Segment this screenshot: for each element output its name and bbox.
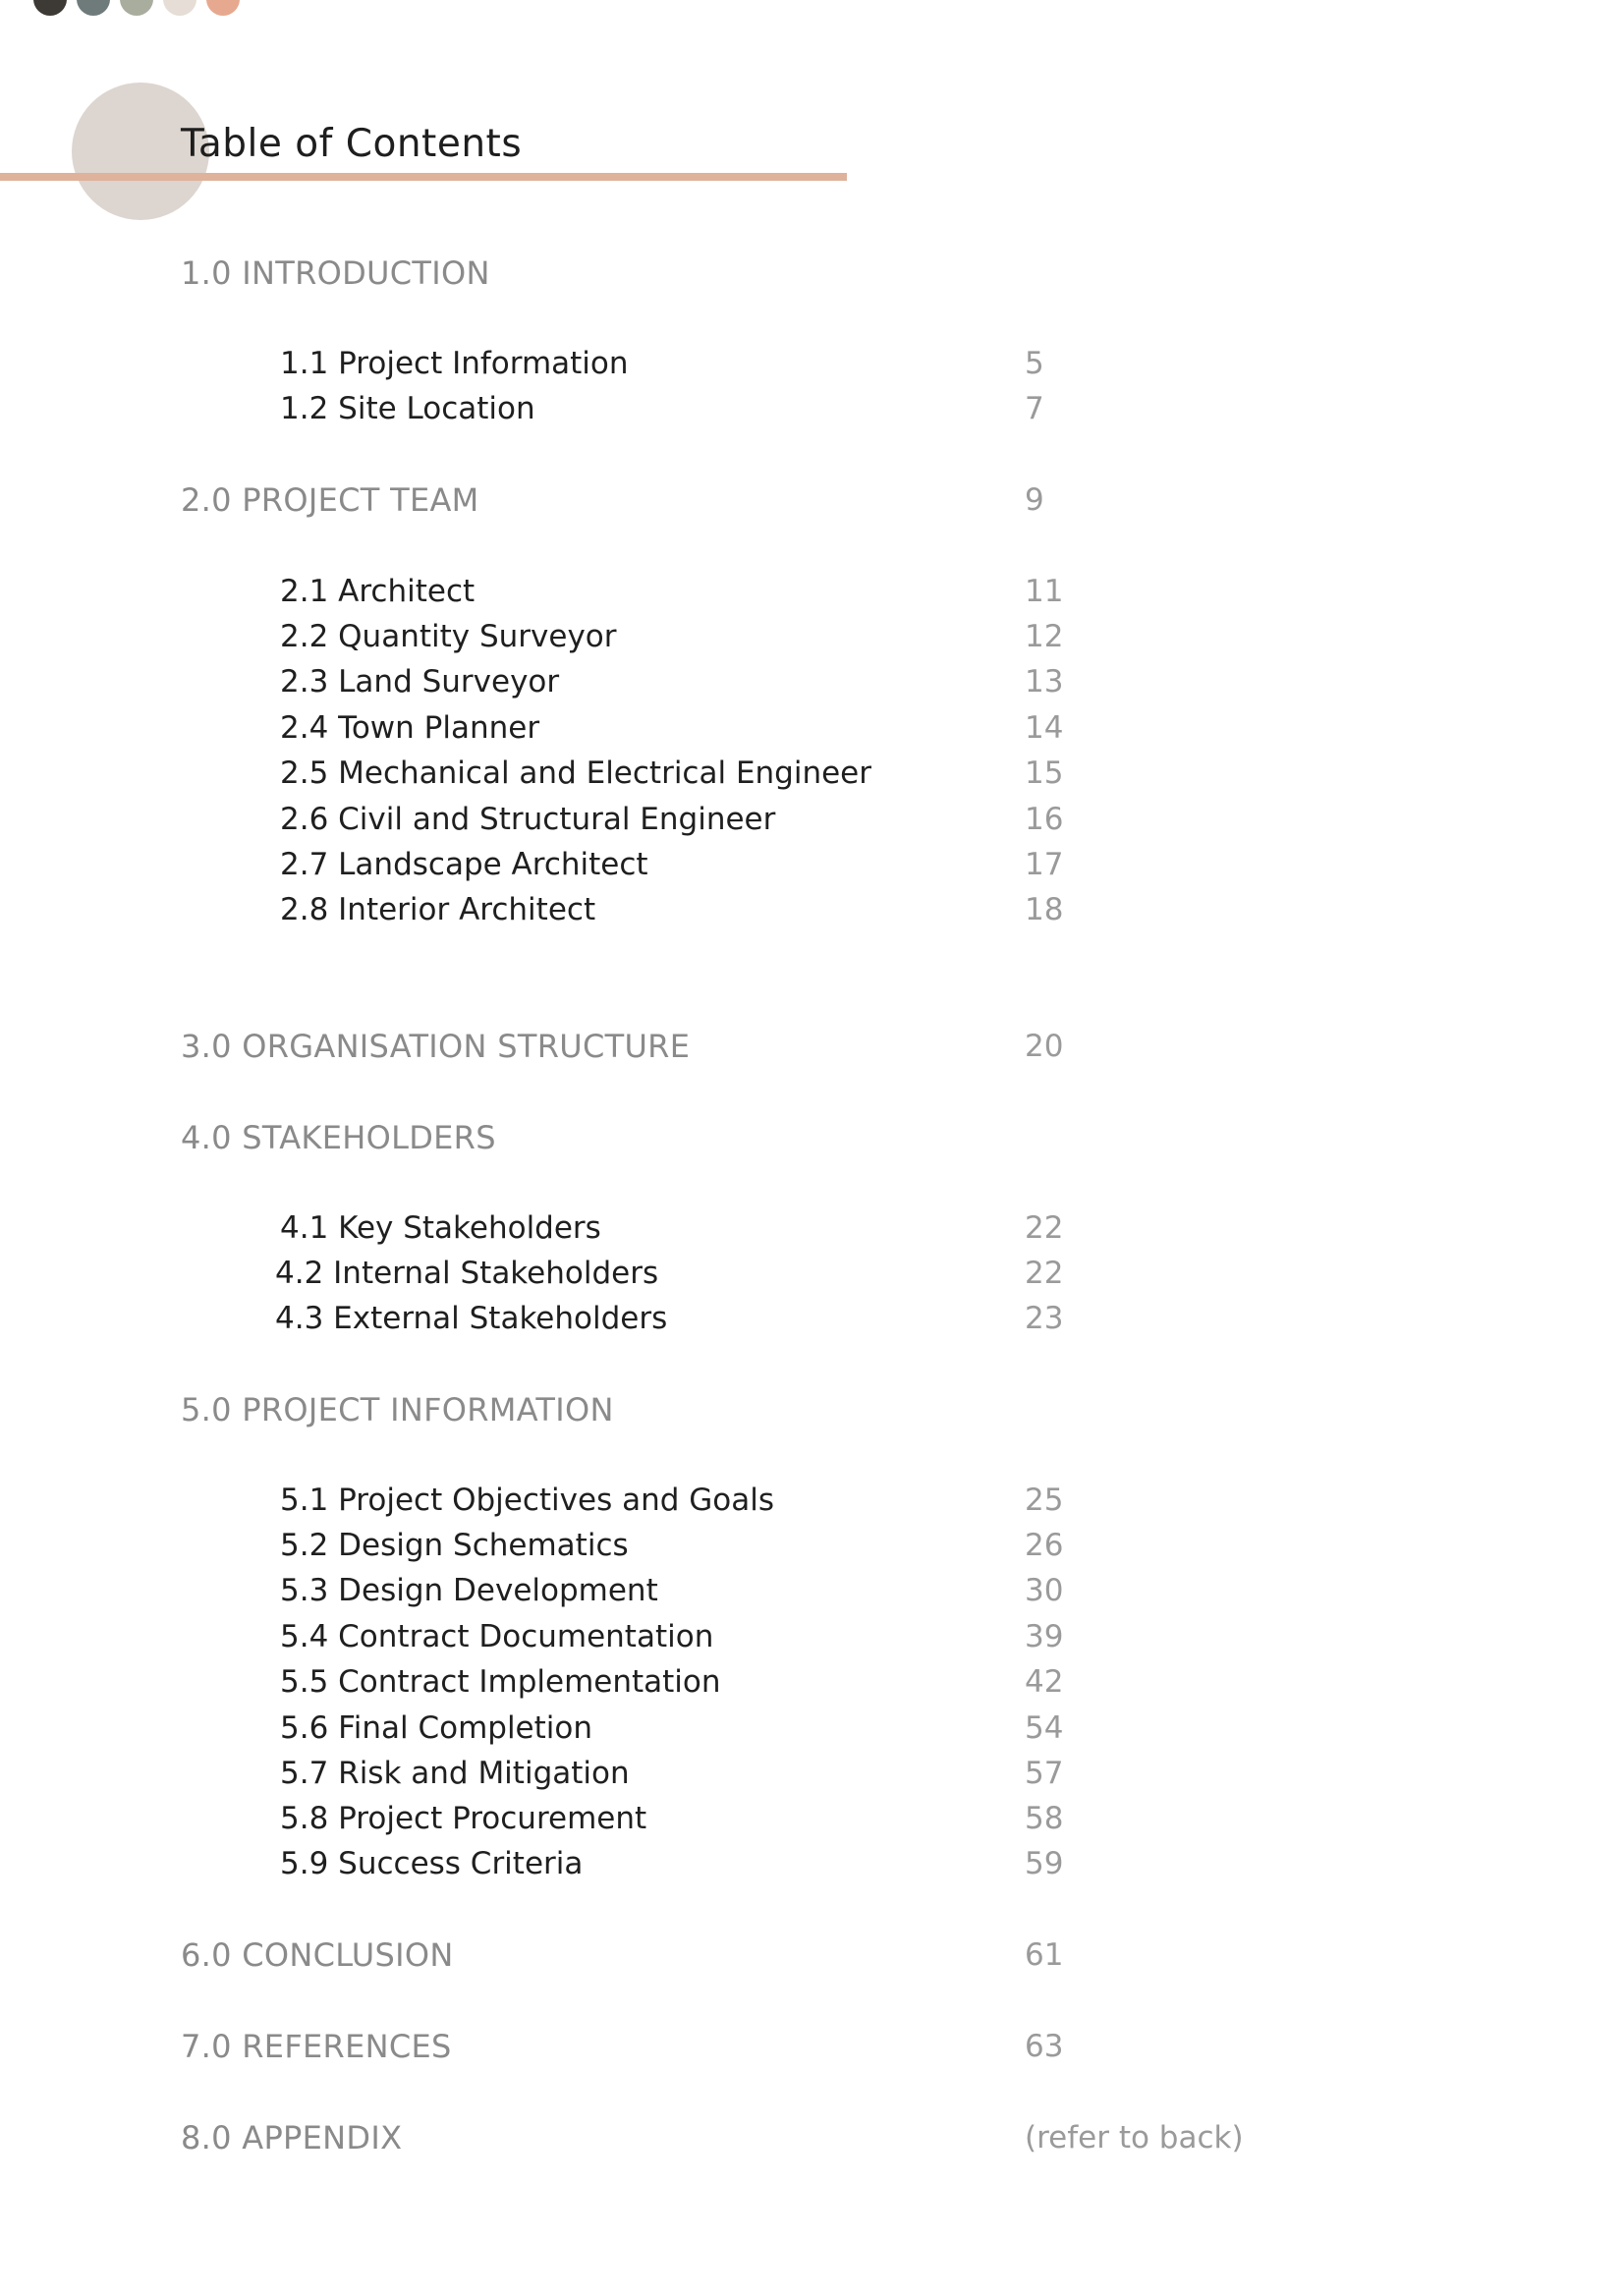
toc-entry-label: 4.3 External Stakeholders: [275, 1301, 668, 1336]
toc-entry-page: 11: [1025, 574, 1064, 609]
toc-entry-landscape-architect[interactable]: [0, 843, 1624, 886]
toc-entry-contract-documentation[interactable]: [0, 1615, 1624, 1658]
toc-entry-label: 2.3 Land Surveyor: [280, 664, 560, 700]
toc-section-stakeholders[interactable]: [0, 1116, 1624, 1159]
toc-entry-architect[interactable]: [0, 570, 1624, 613]
toc-entry-label: 5.8 Project Procurement: [280, 1801, 647, 1836]
toc-entry-site-location[interactable]: [0, 387, 1624, 430]
toc-entry-page: 30: [1025, 1573, 1064, 1608]
toc-entry-final-completion[interactable]: [0, 1707, 1624, 1750]
toc-entry-civil-structural-engineer[interactable]: [0, 798, 1624, 841]
toc-section-project-information[interactable]: [0, 1388, 1624, 1431]
toc-entry-label: 5.7 Risk and Mitigation: [280, 1756, 630, 1791]
toc-entry-label: 5.5 Contract Implementation: [280, 1664, 721, 1700]
toc-entry-land-surveyor[interactable]: [0, 660, 1624, 703]
toc-entry-success-criteria[interactable]: [0, 1842, 1624, 1885]
toc-entry-page: 61: [1025, 1937, 1064, 1973]
toc-entry-objectives-goals[interactable]: [0, 1479, 1624, 1522]
toc-entry-page: 22: [1025, 1210, 1064, 1246]
toc-entry-project-procurement[interactable]: [0, 1797, 1624, 1840]
toc-entry-label: 1.1 Project Information: [280, 346, 629, 381]
toc-entry-label: 2.0 PROJECT TEAM: [181, 481, 479, 519]
toc-entry-page: 58: [1025, 1801, 1064, 1836]
toc-entry-label: 2.7 Landscape Architect: [280, 847, 648, 882]
toc-entry-page: 14: [1025, 710, 1064, 746]
toc-entry-page: 13: [1025, 664, 1064, 700]
toc-entry-page: 9: [1025, 482, 1044, 518]
toc-entry-label: 5.0 PROJECT INFORMATION: [181, 1391, 614, 1428]
toc-entry-page: 25: [1025, 1483, 1064, 1518]
toc-entry-label: 4.0 STAKEHOLDERS: [181, 1119, 496, 1156]
toc-entry-page: 20: [1025, 1029, 1064, 1064]
toc-entry-label: 2.1 Architect: [280, 574, 476, 609]
toc-entry-label: 5.4 Contract Documentation: [280, 1619, 714, 1654]
toc-entry-page: 26: [1025, 1528, 1064, 1563]
toc-entry-page: 57: [1025, 1756, 1064, 1791]
toc-entry-page: (refer to back): [1025, 2120, 1244, 2156]
toc-entry-key-stakeholders[interactable]: [0, 1206, 1624, 1250]
toc-entry-quantity-surveyor[interactable]: [0, 615, 1624, 658]
toc-entry-page: 39: [1025, 1619, 1064, 1654]
toc-entry-page: 17: [1025, 847, 1064, 882]
toc-section-project-team[interactable]: [0, 478, 1624, 522]
toc-entry-design-development[interactable]: [0, 1569, 1624, 1612]
toc-entry-label: 5.1 Project Objectives and Goals: [280, 1483, 774, 1518]
toc-entry-label: 8.0 APPENDIX: [181, 2119, 403, 2156]
toc-entry-label: 2.4 Town Planner: [280, 710, 540, 746]
toc-entry-page: 7: [1025, 391, 1044, 426]
toc-entry-design-schematics[interactable]: [0, 1524, 1624, 1567]
toc-entry-contract-implementation[interactable]: [0, 1660, 1624, 1704]
toc-entry-risk-mitigation[interactable]: [0, 1752, 1624, 1795]
toc-entry-label: 1.2 Site Location: [280, 391, 535, 426]
toc-entry-label: 2.2 Quantity Surveyor: [280, 619, 617, 654]
toc-entry-external-stakeholders[interactable]: [0, 1297, 1624, 1340]
toc-entry-label: 4.2 Internal Stakeholders: [275, 1256, 659, 1291]
toc-entry-page: 15: [1025, 756, 1064, 791]
page-title: Table of Contents: [181, 122, 523, 166]
toc-section-introduction[interactable]: [0, 252, 1624, 295]
toc-entry-label: 5.3 Design Development: [280, 1573, 658, 1608]
toc-entry-label: 5.9 Success Criteria: [280, 1846, 584, 1881]
toc-entry-page: 23: [1025, 1301, 1064, 1336]
toc-entry-mechanical-electrical-engineer[interactable]: [0, 752, 1624, 795]
toc-entry-page: 16: [1025, 802, 1064, 837]
toc-entry-page: 12: [1025, 619, 1064, 654]
toc-entry-page: 59: [1025, 1846, 1064, 1881]
toc-entry-label: 5.6 Final Completion: [280, 1710, 593, 1746]
toc-entry-label: 4.1 Key Stakeholders: [280, 1210, 601, 1246]
toc-entry-label: 1.0 INTRODUCTION: [181, 254, 490, 292]
toc-entry-internal-stakeholders[interactable]: [0, 1252, 1624, 1295]
toc-entry-project-information[interactable]: [0, 342, 1624, 385]
toc-entry-interior-architect[interactable]: [0, 888, 1624, 931]
toc-section-organisation-structure[interactable]: [0, 1025, 1624, 1068]
toc-section-references[interactable]: [0, 2025, 1624, 2068]
toc-entry-label: 2.6 Civil and Structural Engineer: [280, 802, 776, 837]
toc-entry-label: 5.2 Design Schematics: [280, 1528, 629, 1563]
toc-entry-label: 2.5 Mechanical and Electrical Engineer: [280, 756, 872, 791]
toc-entry-page: 18: [1025, 892, 1064, 927]
toc-entry-label: 6.0 CONCLUSION: [181, 1936, 454, 1974]
toc-section-appendix[interactable]: [0, 2116, 1624, 2159]
toc-entry-page: 22: [1025, 1256, 1064, 1291]
toc-entry-page: 5: [1025, 346, 1044, 381]
toc-entry-page: 42: [1025, 1664, 1064, 1700]
toc-entry-label: 7.0 REFERENCES: [181, 2028, 452, 2065]
toc-section-conclusion[interactable]: [0, 1933, 1624, 1977]
toc-entry-page: 54: [1025, 1710, 1064, 1746]
toc-entry-page: 63: [1025, 2029, 1064, 2064]
toc-entry-label: 2.8 Interior Architect: [280, 892, 596, 927]
toc-entry-label: 3.0 ORGANISATION STRUCTURE: [181, 1028, 691, 1065]
toc-entry-town-planner[interactable]: [0, 706, 1624, 750]
